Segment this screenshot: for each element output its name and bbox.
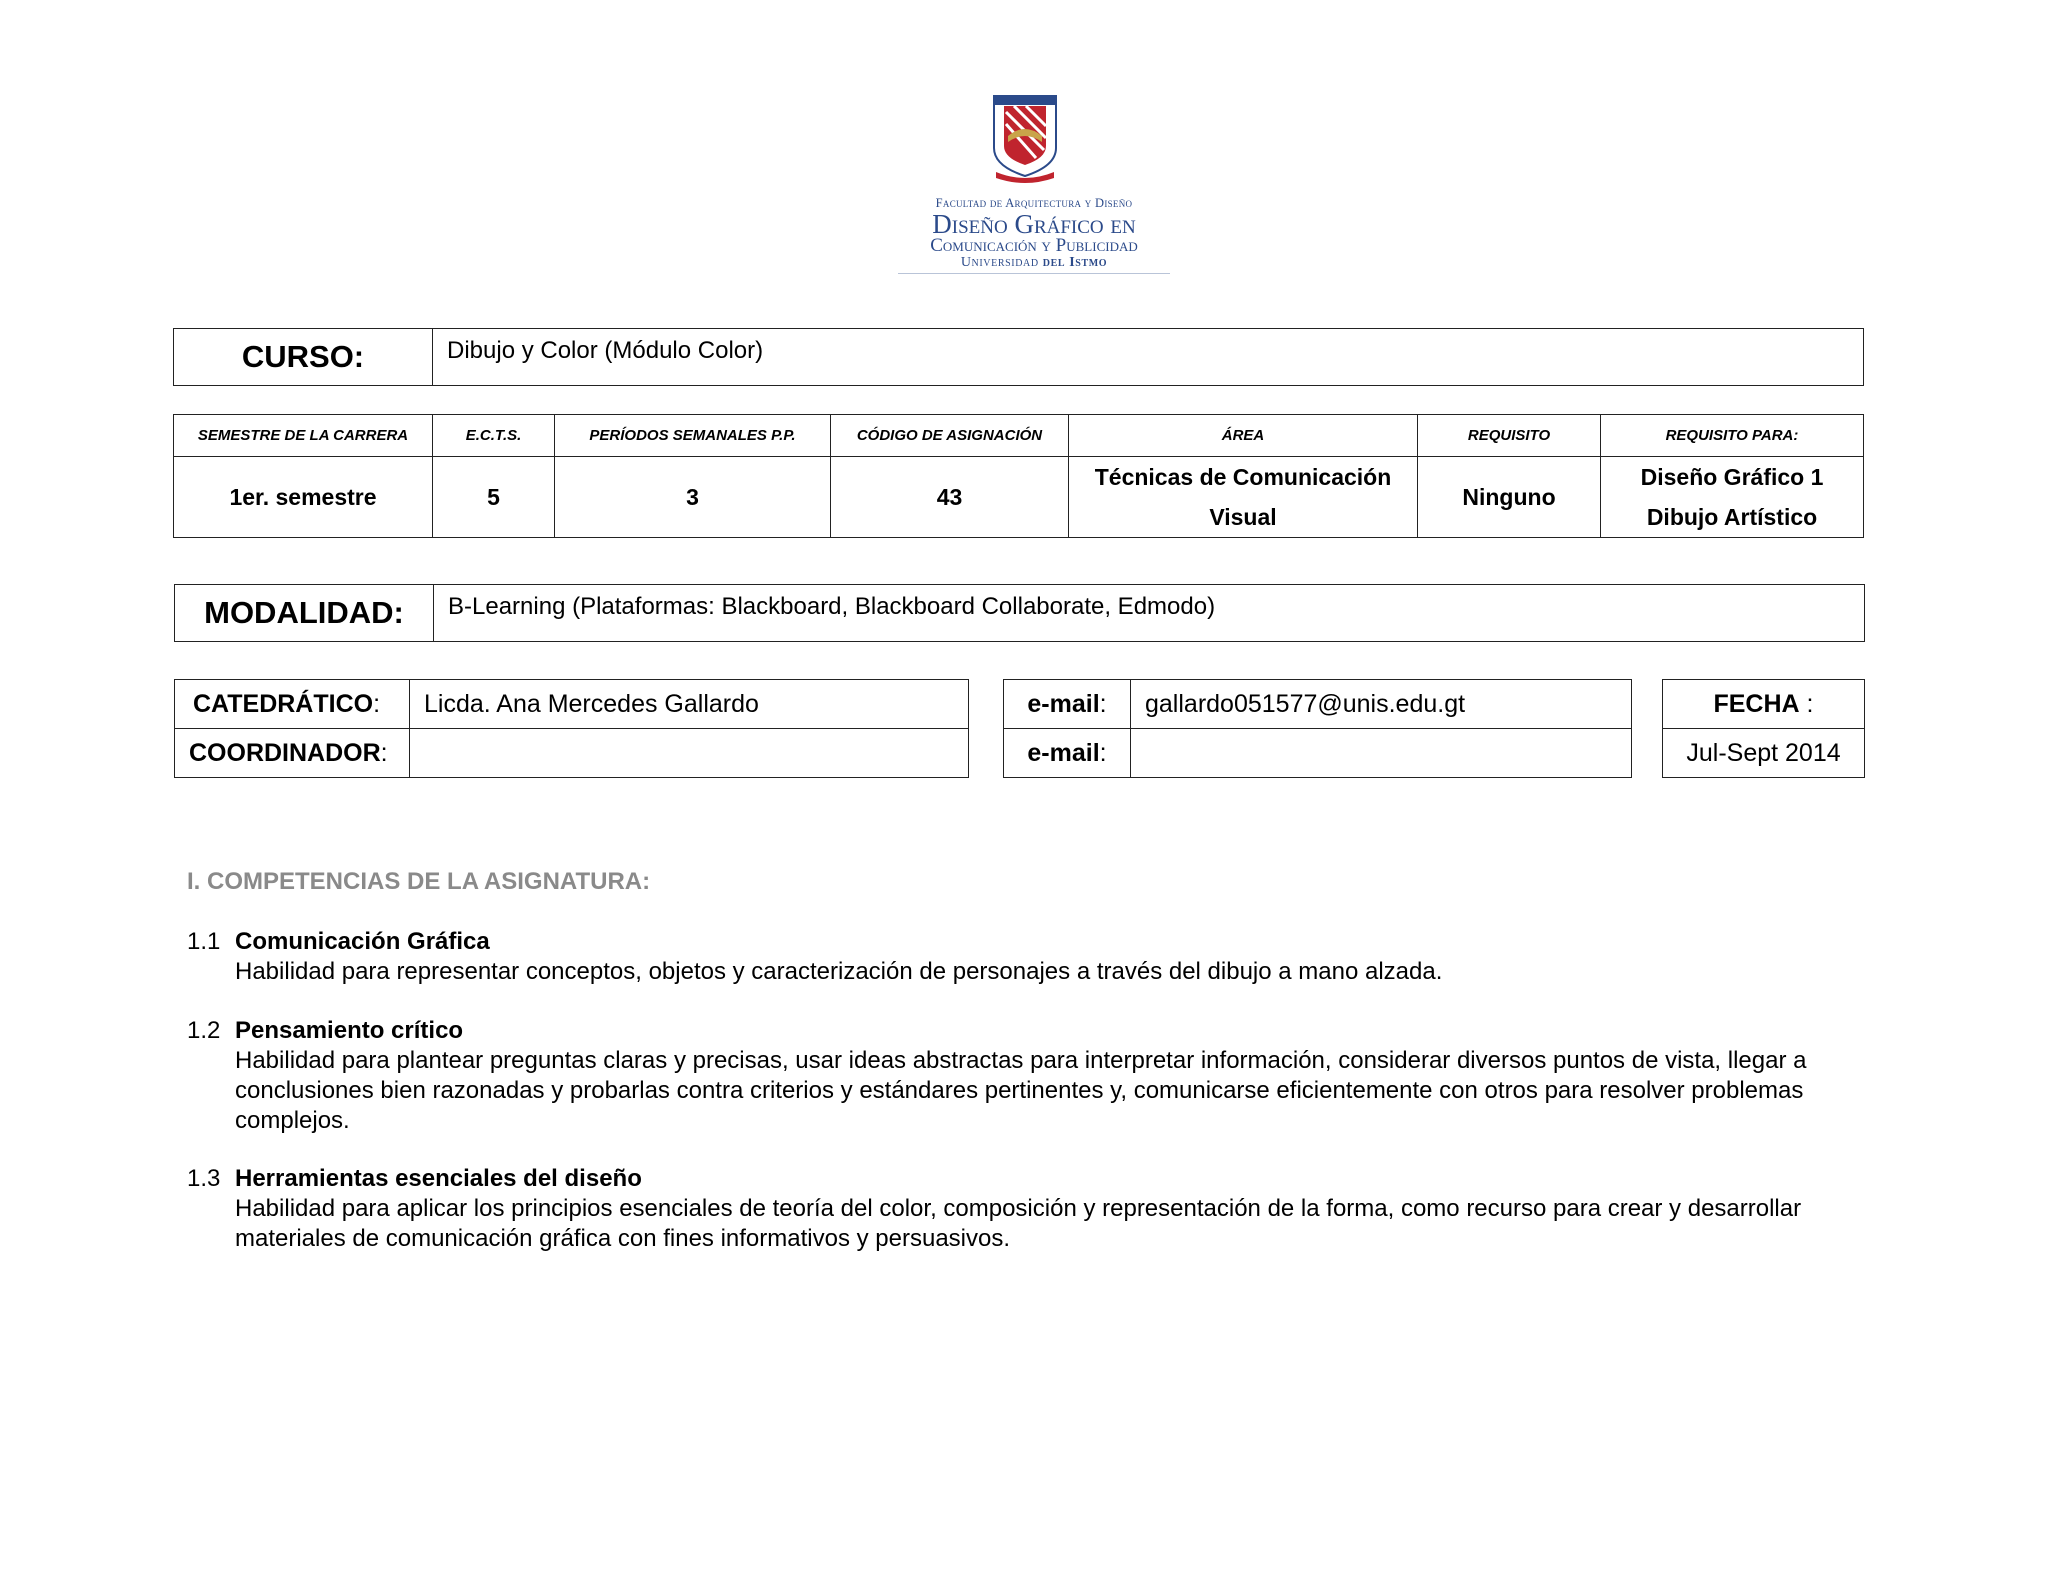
value-requisito-para: Diseño Gráfico 1 Dibujo Artístico	[1601, 457, 1864, 538]
unis-crest-icon	[988, 92, 1062, 186]
competency-item	[187, 1164, 1867, 1254]
course-box	[173, 328, 1864, 386]
info-value-row	[174, 457, 1864, 538]
competency-title: Herramientas esenciales del diseño	[235, 1165, 642, 1192]
email2-label: e-mail:	[1004, 729, 1131, 778]
university-name: Universidad del Istmo	[960, 255, 1108, 270]
value-area: Técnicas de Comunicación Visual	[1069, 457, 1418, 538]
email-label: e-mail:	[1004, 680, 1131, 729]
header-area: ÁREA	[1069, 415, 1418, 457]
header-periodos: PERÍODOS SEMANALES P.P.	[555, 415, 831, 457]
faculty-name: Facultad de Arquitectura y Diseño	[935, 196, 1133, 210]
competency-text: Habilidad para plantear preguntas claras y precisas, usar ideas abstractas para interpretar información, considerar diversos puntos de vista, llegar a conclusiones bien razonadas y probarlas contra criterios y estándares pertinentes y, comunicarse eficientemente con otros para resolver problemas complejos.	[235, 1047, 1807, 1134]
program-name-line1: Diseño Gráfico en	[932, 209, 1136, 239]
header-requisito: REQUISITO	[1418, 415, 1601, 457]
competency-title: Comunicación Gráfica	[235, 928, 490, 955]
competency-text: Habilidad para representar conceptos, objetos y caracterización de personajes a través del dibujo a mano alzada.	[235, 958, 1443, 985]
email-table	[1003, 679, 1632, 778]
value-periodos: 3	[555, 457, 831, 538]
section-title: I. COMPETENCIAS DE LA ASIGNATURA:	[187, 868, 651, 895]
info-header-row	[174, 415, 1864, 457]
instructor-label: CATEDRÁTICO:	[175, 680, 410, 729]
value-requisito: Ninguno	[1418, 457, 1601, 538]
email-value[interactable]: gallardo051577@unis.edu.gt	[1131, 680, 1632, 729]
course-value: Dibujo y Color (Módulo Color)	[433, 329, 1864, 386]
coordinator-value	[410, 729, 969, 778]
value-semestre: 1er. semestre	[174, 457, 433, 538]
competency-number: 1.1	[187, 928, 221, 955]
course-label: CURSO:	[174, 329, 433, 386]
date-value: Jul-Sept 2014	[1663, 729, 1865, 778]
email2-value	[1131, 729, 1632, 778]
instructor-table	[174, 679, 969, 778]
competency-number: 1.3	[187, 1165, 221, 1192]
program-name-line2: Comunicación y Publicidad	[930, 235, 1138, 256]
competency-text: Habilidad para aplicar los principios esenciales de teoría del color, composición y representación de la forma, como recurso para crear y desarrollar materiales de comunicación gráfica con fines informativos y persuasivos.	[235, 1195, 1802, 1252]
header-ects: E.C.T.S.	[433, 415, 555, 457]
university-logo	[884, 88, 1184, 278]
date-table	[1662, 679, 1865, 778]
header-semestre: SEMESTRE DE LA CARRERA	[174, 415, 433, 457]
value-ects: 5	[433, 457, 555, 538]
date-label: FECHA :	[1663, 680, 1865, 729]
modality-box	[174, 584, 1865, 642]
modality-value: B-Learning (Plataformas: Blackboard, Blackboard Collaborate, Edmodo)	[434, 585, 1865, 642]
competency-item	[187, 927, 1867, 987]
instructor-value: Licda. Ana Mercedes Gallardo	[410, 680, 969, 729]
competency-title: Pensamiento crítico	[235, 1017, 464, 1044]
header-codigo: CÓDIGO DE ASIGNACIÓN	[831, 415, 1069, 457]
course-info-table	[173, 414, 1864, 538]
competency-number: 1.2	[187, 1017, 221, 1044]
coordinator-label: COORDINADOR:	[175, 729, 410, 778]
logo-divider	[898, 273, 1170, 274]
header-requisito-para: REQUISITO PARA:	[1601, 415, 1864, 457]
competency-item	[187, 1016, 1867, 1136]
modality-label: MODALIDAD:	[175, 585, 434, 642]
value-codigo: 43	[831, 457, 1069, 538]
